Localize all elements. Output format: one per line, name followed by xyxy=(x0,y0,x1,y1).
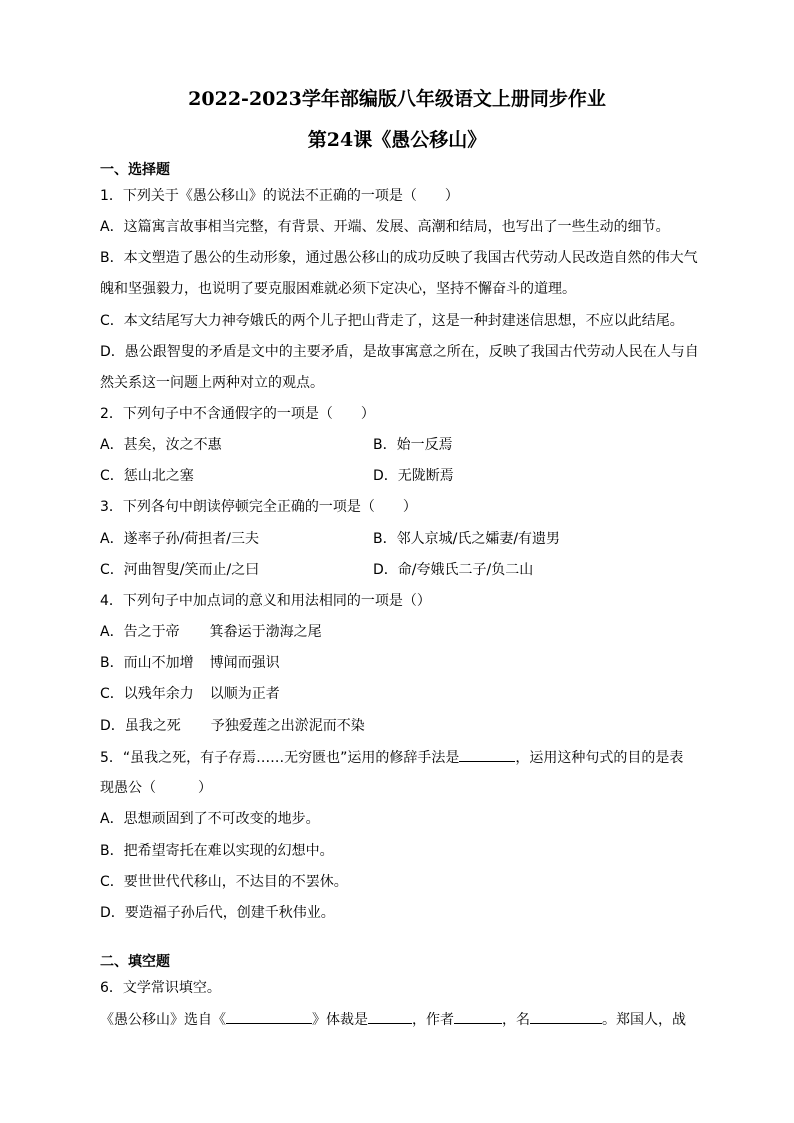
q6-fill-line xyxy=(100,1009,686,1030)
q3-option-a: A．遂率子孙/荷担者/三夫 xyxy=(100,531,260,547)
q5-stem-part2: ，运用这种句式的目的是表 xyxy=(515,750,684,766)
q4-option-d xyxy=(100,716,365,736)
section-heading-choice: 一、选择题 xyxy=(100,162,170,178)
q6-blank-name[interactable] xyxy=(530,1009,602,1024)
q6-fill-part3: ，作者 xyxy=(412,1012,454,1028)
q4-option-a-first: A．告之于帝 xyxy=(100,624,180,640)
q4-option-b xyxy=(100,653,280,673)
q5-blank[interactable] xyxy=(459,747,515,762)
q5-option-a: A．思想顽固到了不可改变的地步。 xyxy=(100,811,320,827)
q4-option-b-first: B．而山不加增 xyxy=(100,655,194,671)
q2-option-d: D．无陇断焉 xyxy=(373,468,454,484)
q4-option-c xyxy=(100,684,280,704)
q5-stem-part1: 5．“虽我之死，有子存焉……无穷匮也”运用的修辞手法是 xyxy=(100,750,460,766)
q4-option-c-second: 以顺为正者 xyxy=(209,686,280,702)
q4-option-a-second: 箕畚运于渤海之尾 xyxy=(209,624,322,640)
q6-fill-part5: 。郑国人，战 xyxy=(602,1012,686,1028)
q1-option-c: C．本文结尾写大力神夸娥氏的两个儿子把山背走了，这是一种封建迷信思想，不应以此结尾。 xyxy=(100,313,684,329)
q6-stem: 6．文学常识填空。 xyxy=(100,980,221,996)
q6-blank-author[interactable] xyxy=(454,1009,502,1024)
q5-option-c: C．要世世代代移山，不达目的不罢休。 xyxy=(100,874,348,890)
q2-stem: 2．下列句子中不含通假字的一项是（ ） xyxy=(100,406,375,422)
doc-title: 2022-2023学年部编版八年级语文上册同步作业 xyxy=(188,88,606,110)
section-heading-fill: 二、填空题 xyxy=(100,954,170,970)
q5-option-d: D．要造福子孙后代，创建千秋伟业。 xyxy=(100,905,335,921)
q3-stem: 3．下列各句中朗读停顿完全正确的一项是（ ） xyxy=(100,499,417,515)
q4-option-c-first: C．以残年余力 xyxy=(100,686,194,702)
q4-option-a xyxy=(100,622,322,642)
q6-blank-genre[interactable] xyxy=(368,1009,412,1024)
q4-option-b-second: 博闻而强识 xyxy=(209,655,280,671)
q1-stem: 1．下列关于《愚公移山》的说法不正确的一项是（ ） xyxy=(100,188,459,204)
q4-stem: 4．下列句子中加点词的意义和用法相同的一项是（） xyxy=(100,593,431,609)
q2-option-c: C．惩山北之塞 xyxy=(100,468,194,484)
q1-option-b-line1: B．本文塑造了愚公的生动形象，通过愚公移山的成功反映了我国古代劳动人民改造自然的伟大气 xyxy=(100,250,698,266)
q1-option-d-line1: D．愚公跟智叟的矛盾是文中的主要矛盾，是故事寓意之所在，反映了我国古代劳动人民在人与自 xyxy=(100,344,699,360)
q6-fill-part4: ，名 xyxy=(502,1012,530,1028)
q4-option-d-first: D．虽我之死 xyxy=(100,718,181,734)
lesson-title: 第24课《愚公移山》 xyxy=(307,129,487,151)
q3-option-c: C．河曲智叟/笑而止/之曰 xyxy=(100,562,260,578)
q1-option-d-line2: 然关系这一问题上两种对立的观点。 xyxy=(100,375,324,391)
q5-option-b: B．把希望寄托在难以实现的幻想中。 xyxy=(100,843,334,859)
q1-option-b-line2: 魄和坚强毅力，也说明了要克服困难就必须下定决心，坚持不懈奋斗的道理。 xyxy=(100,281,576,297)
q3-option-d: D．命/夸娥氏二子/负二山 xyxy=(373,562,534,578)
q6-fill-part1: 《愚公移山》选自《 xyxy=(100,1012,226,1028)
q2-option-b: B．始一反焉 xyxy=(373,437,453,453)
q6-blank-source[interactable] xyxy=(226,1009,312,1024)
q5-stem-line2: 现愚公（ ） xyxy=(100,780,212,796)
q3-option-b: B．邻人京城/氏之孀妻/有遗男 xyxy=(373,531,561,547)
q5-stem-line1 xyxy=(100,747,683,768)
q6-fill-part2: 》体裁是 xyxy=(312,1012,368,1028)
q4-option-d-second: 予独爱莲之出淤泥而不染 xyxy=(210,718,365,734)
q1-option-a: A．这篇寓言故事相当完整，有背景、开端、发展、高潮和结局，也写出了一些生动的细节。 xyxy=(100,219,670,235)
q2-option-a: A．甚矣，汝之不惠 xyxy=(100,437,222,453)
